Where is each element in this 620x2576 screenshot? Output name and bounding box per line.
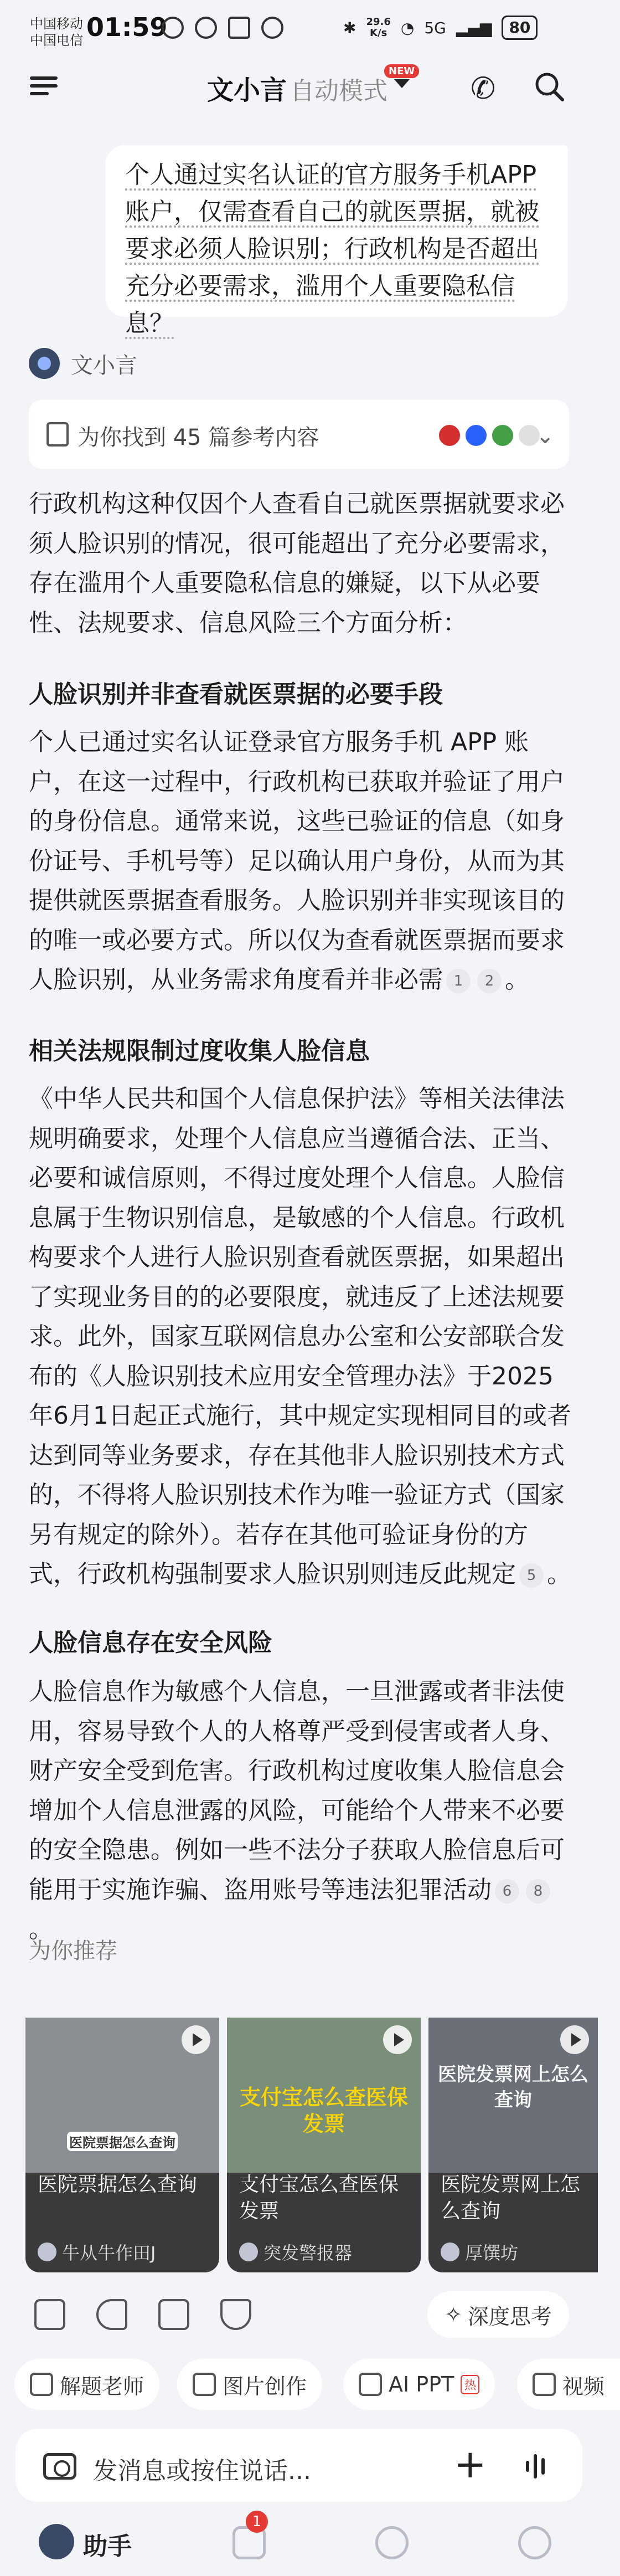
compass-nav-icon[interactable]: [375, 2526, 409, 2559]
search-icon[interactable]: [533, 70, 566, 103]
section-heading: 相关法规限制过度收集人脸信息: [29, 1037, 370, 1065]
citation-badge[interactable]: 5: [519, 1563, 544, 1588]
nfc-icon: [228, 17, 250, 39]
source-logo-icon: [490, 423, 515, 448]
user-message-text: 个人通过实名认证的官方服务手机APP账户，仅需查看自己的就医票据，就被要求必须人脸识别；行政机构是否超出充分必要需求，滥用个人重要隐私信息？: [125, 161, 539, 337]
carrier-info: [30, 16, 83, 49]
citation-badge[interactable]: 6: [495, 1879, 519, 1903]
clock: 01:59: [86, 12, 168, 42]
plus-icon[interactable]: +: [454, 2441, 487, 2487]
author-name: 厚馔坊: [465, 2243, 519, 2264]
mode-selector[interactable]: 自动模式: [290, 77, 388, 105]
nav-assistant-label[interactable]: 助手: [83, 2532, 132, 2560]
play-icon: [560, 2025, 589, 2054]
section-body: [29, 1079, 571, 1594]
source-logo-icon: [464, 423, 488, 448]
video-caption: 支付宝怎么查医保发票: [239, 2173, 399, 2223]
app-title: 文小言: [207, 75, 287, 106]
speed-unit: K/s: [370, 27, 388, 39]
answer-intro-text: 行政机构这种仅因个人查看自己就医票据就要求必须人脸识别的情况，很可能超出了充分必要需求，存在滥用个人重要隐私信息的嫌疑，以下从必要性、法规要求、信息风险三个方面分析：: [29, 490, 565, 637]
copy-icon[interactable]: [34, 2299, 65, 2330]
section-body: [29, 1672, 571, 1949]
bluetooth-icon: ✱: [343, 18, 356, 37]
chip-label: AI PPT: [389, 2372, 454, 2397]
video-icon: [533, 2373, 556, 2396]
chip-label: 视频: [562, 2374, 605, 2399]
camera-icon[interactable]: [43, 2453, 76, 2480]
play-icon: [383, 2025, 412, 2054]
section-body-text: 人脸信息作为敏感个人信息，一旦泄露或者非法使用，容易导致个人的人格尊严受到侵害或者人身、财产安全受到危害。行政机构过度收集人脸信息会增加个人信息泄露的风险，可能给个人带来不必要的安全隐患。例如一些不法分子获取人脸信息后可能用于实施诈骗、盗用账号等违法犯罪活动: [29, 1677, 565, 1904]
answer-section-1-body: [29, 722, 571, 1000]
unread-badge: 1: [246, 2511, 268, 2533]
sparkle-icon: ✧: [445, 2302, 462, 2327]
speed-value: 29.6: [366, 16, 391, 28]
author-name: 牛从牛作田J: [62, 2243, 156, 2264]
chip-label: 解题老师: [60, 2374, 144, 2399]
answer-section-3-body: [29, 1672, 571, 1949]
status-right: [343, 16, 538, 40]
thumbnail-text: 医院票据怎么查询: [67, 2132, 178, 2151]
answer-section-2-body: [29, 1079, 571, 1594]
share-icon[interactable]: [158, 2299, 189, 2330]
user-message: [105, 145, 568, 337]
ppt-icon: [359, 2373, 382, 2396]
eye-icon: [195, 17, 217, 39]
video-card[interactable]: [428, 2018, 598, 2272]
chip-video[interactable]: [517, 2359, 620, 2410]
notification-icon: [162, 17, 184, 39]
chip-ai-ppt[interactable]: [343, 2359, 495, 2410]
recommend-title: 为你推荐: [29, 1938, 117, 1964]
network-speed: [366, 17, 390, 39]
voice-wave-icon[interactable]: [526, 2453, 545, 2480]
teacher-icon: [30, 2373, 53, 2396]
answer-section-2: [29, 1032, 571, 1071]
wifi-icon: ◔: [400, 18, 415, 37]
signal-bars-icon: ▂▄▆: [456, 18, 492, 37]
thumbnail-text: 支付宝怎么查医保发票: [239, 2085, 408, 2136]
citation-badge[interactable]: 8: [526, 1879, 550, 1903]
video-author: [239, 2239, 352, 2265]
bot-avatar: [29, 348, 60, 379]
citation-badge[interactable]: 1: [446, 969, 471, 993]
source-logos: [437, 423, 541, 448]
author-name: 突发警报器: [264, 2243, 353, 2264]
author-avatar: [38, 2243, 56, 2261]
thumbnail-text: 医院发票网上怎么查询: [438, 2064, 588, 2111]
assistant-icon[interactable]: [39, 2524, 74, 2559]
chevron-down-icon[interactable]: [394, 79, 410, 88]
video-author: [38, 2239, 156, 2265]
answer-intro: [29, 484, 571, 643]
answer-section-3: [29, 1623, 571, 1663]
image-icon: [193, 2373, 216, 2396]
section-heading: 人脸信息存在安全风险: [29, 1629, 272, 1657]
hot-badge: 热: [461, 2375, 479, 2394]
chip-label: 图片创作: [223, 2374, 307, 2399]
signal-5g: 5G: [424, 18, 446, 37]
profile-nav-icon[interactable]: [518, 2526, 551, 2559]
deep-think-label: 深度思考: [467, 2304, 552, 2329]
citation-badge[interactable]: 2: [477, 969, 502, 993]
video-thumbnail: [25, 2018, 219, 2173]
author-avatar: [239, 2243, 258, 2261]
video-author: [441, 2239, 518, 2265]
section-body-text: 《中华人民共和国个人信息保护法》等相关法律法规明确要求，处理个人信息应当遵循合法、正当、必要和诚信原则，不得过度处理个人信息。人脸信息属于生物识别信息，是敏感的个人信息。行政机构要求个人进行人脸识别查看就医票据，如果超出了实现业务目的的必要限度，就违反了上述法规要求。此外，国家互联网信息办公室和公安部联合发布的《人脸识别技术应用安全管理办法》于2025年6月1日起正式施行，其中规定实现相同目的或者达到同等业务要求，存在其他非人脸识别技术方式的，不得将人脸识别技术作为唯一验证方式（国家另有规定的除外）。若存在其他可验证身份的方式，行政机构强制要求人脸识别则违反此规定: [29, 1085, 571, 1588]
video-thumbnail: [428, 2018, 598, 2173]
battery-level: 80: [502, 16, 538, 40]
document-search-icon: [46, 422, 69, 447]
chevron-down-icon[interactable]: ⌄: [536, 423, 555, 449]
menu-icon[interactable]: [30, 72, 63, 105]
section-body: [29, 722, 571, 1000]
author-avatar: [441, 2243, 459, 2261]
source-logo-icon: [437, 423, 462, 448]
play-icon: [182, 2025, 210, 2054]
section-tail: 。: [29, 1915, 53, 1943]
dnd-icon: [261, 17, 283, 39]
section-tail: 。: [505, 966, 529, 994]
deep-think-button[interactable]: [427, 2291, 569, 2338]
dislike-icon[interactable]: [220, 2299, 251, 2330]
video-card[interactable]: [227, 2018, 421, 2272]
status-icons: [162, 17, 283, 39]
section-heading: 人脸识别并非查看就医票据的必要手段: [29, 680, 443, 709]
answer-section-1: [29, 675, 571, 715]
video-caption: 医院发票网上怎么查询: [441, 2173, 581, 2223]
chip-solve-teacher[interactable]: [14, 2359, 159, 2410]
carrier-1: 中国移动: [30, 16, 83, 32]
references-text[interactable]: 为你找到 45 篇参考内容: [78, 425, 319, 450]
phone-icon[interactable]: ✆: [471, 71, 496, 106]
section-body-text: 个人已通过实名认证登录官方服务手机 APP 账户，在这一过程中，行政机构已获取并验证了用户的身份信息。通常来说，这些已验证的信息（如身份证号、手机号等）足以确认用户身份，从而为其提供就医票据查看服务。人脸识别并非实现该目的的唯一或必要方式。所以仅为查看就医票据而要求人脸识别，从业务需求角度看并非必需: [29, 728, 565, 994]
new-badge: NEW: [384, 64, 419, 78]
video-thumbnail: [227, 2018, 421, 2173]
speaker-icon[interactable]: [96, 2299, 127, 2330]
video-caption: 医院票据怎么查询: [38, 2173, 198, 2196]
section-tail: 。: [547, 1560, 571, 1588]
message-input[interactable]: 发消息或按住说话...: [93, 2457, 311, 2485]
carrier-2: 中国电信: [30, 33, 83, 48]
chip-image-create[interactable]: [177, 2359, 322, 2410]
video-card[interactable]: [25, 2018, 219, 2272]
bot-name: 文小言: [71, 353, 137, 378]
